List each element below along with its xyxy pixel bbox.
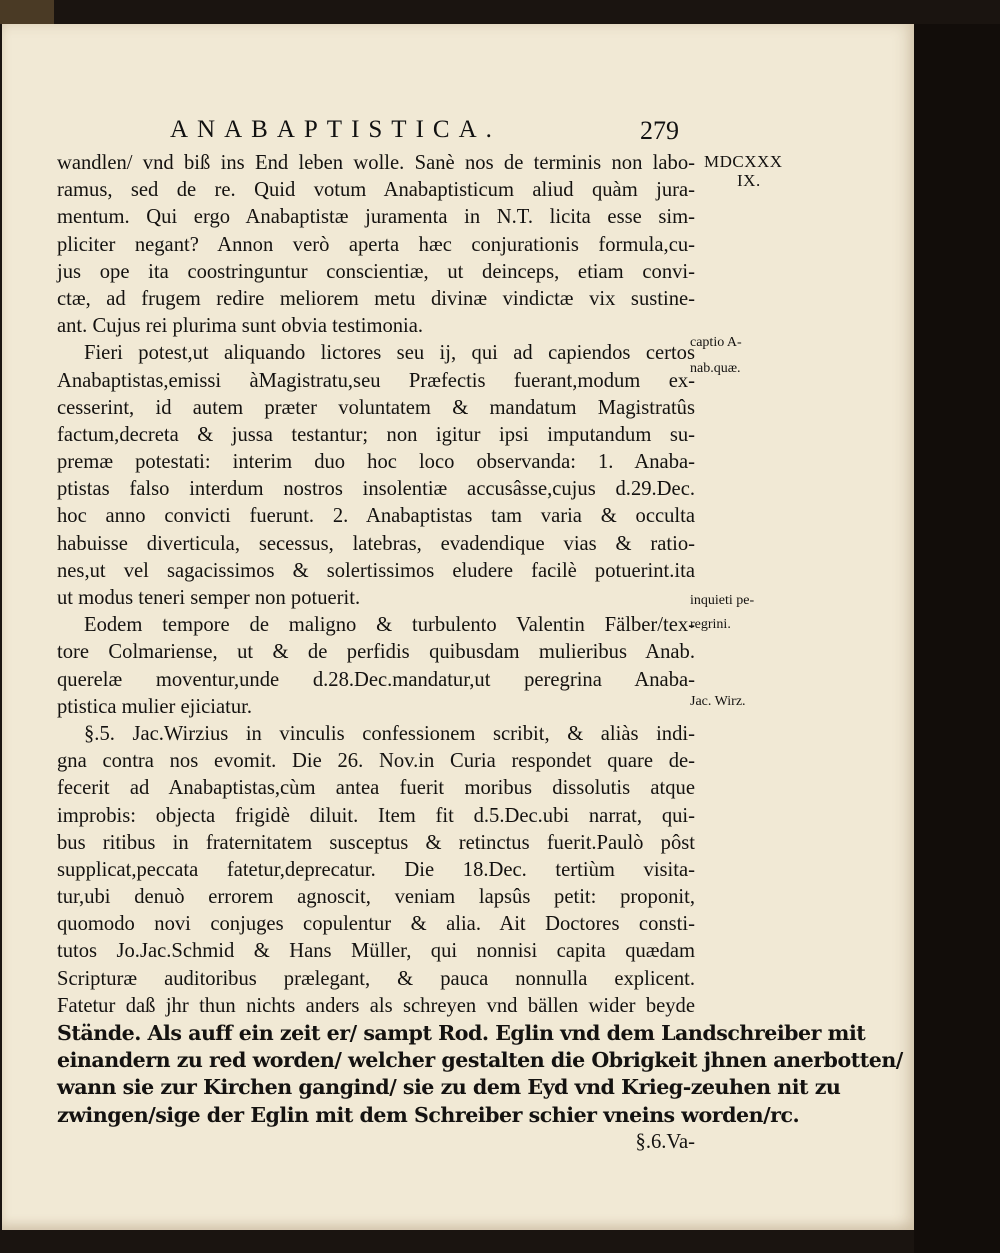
text-line: ptistica mulier ejiciatur.: [57, 695, 253, 718]
running-title: ANABAPTISTICA.: [170, 116, 501, 143]
margin-note-inquieti-line1: inquieti pe-: [690, 593, 755, 608]
text-line: habuisse diverticula, secessus, latebras, evadendique vias & ratio-: [57, 532, 695, 555]
text-line: wandlen/ vnd biß ins End leben wolle. Sanè nos de terminis non labo-: [57, 152, 695, 174]
margin-note-captio-line1: captio A-: [690, 335, 742, 350]
margin-year-line2: IX.: [737, 171, 761, 190]
text-line: tur,ubi denuò errorem agnoscit, veniam lapsûs petit: proponit,: [57, 886, 695, 909]
text-line: Eodem tempore de maligno & turbulento Valentin Fälber/tex-: [84, 614, 695, 637]
text-line: zwingen/sige der Eglin mit dem Schreiber schier vneins worden/rc.: [57, 1102, 800, 1127]
text-line: §.5. Jac.Wirzius in vinculis confessionem scribit, & aliàs indi-: [84, 722, 695, 745]
text-line: ramus, sed de re. Quid votum Anabaptisticum aliud quàm jura-: [57, 179, 695, 202]
text-line: Stände. Als auff ein zeit er/ sampt Rod. Eglin vnd dem Landschreiber mit: [57, 1021, 866, 1045]
page-edge-shadow: [0, 0, 54, 24]
text-line: mentum. Qui ergo Anabaptistæ juramenta in N.T. licita esse sim-: [57, 206, 695, 229]
page-number: 279: [640, 116, 679, 145]
text-line: supplicat,peccata fatetur,deprecatur. Die 18.Dec. tertiùm visita-: [57, 858, 695, 881]
text-line: cesserint, id autem præter voluntatem & mandatum Magistratûs: [57, 396, 695, 419]
text-line: improbis: objecta frigidè diluit. Item fit d.5.Dec.ubi narrat, qui-: [57, 804, 695, 827]
margin-note-inquieti-line2: regrini.: [690, 617, 731, 632]
text-line: ctæ, ad frugem redire meliorem metu divinæ vindictæ vix sustine-: [57, 287, 695, 310]
text-line: Anabaptistas,emissi àMagistratu,seu Præfectis fuerant,modum ex-: [57, 369, 695, 392]
text-line: Fatetur daß jhr thun nichts anders als schreyen vnd bällen wider beyde: [57, 994, 695, 1017]
margin-year-line1: MDCXXX: [704, 152, 783, 171]
text-line: pliciter negant? Annon verò aperta hæc conjurationis formula,cu-: [57, 233, 695, 256]
text-line: §.6.Va-: [635, 1130, 695, 1153]
text-line: jus ope ita coostringuntur conscientiæ, ut deinceps, etiam convi-: [57, 260, 695, 283]
text-line: Scripturæ auditoribus prælegant, & pauca nonnulla explicent.: [57, 967, 695, 990]
text-line: ptistas falso interdum nostros insolentiæ accusâsse,cujus d.29.Dec.: [57, 478, 695, 501]
text-line: factum,decreta & jussa testantur; non igitur ipsi imputandum su-: [57, 423, 695, 446]
text-line: gna contra nos evomit. Die 26. Nov.in Curia respondet quare de-: [57, 750, 695, 773]
text-line: quomodo novi conjuges copulentur & alia. Ait Doctores consti-: [57, 913, 695, 936]
text-line: Fieri potest,ut aliquando lictores seu ij, qui ad capiendos certos: [84, 342, 695, 365]
text-line: tutos Jo.Jac.Schmid & Hans Müller, qui nonnisi capita quædam: [57, 940, 695, 963]
text-line: bus ritibus in fraternitatem susceptus & retinctus fuerit.Paulò pôst: [57, 831, 695, 854]
margin-note-captio-line2: nab.quæ.: [690, 361, 741, 376]
margin-note-wirz: Jac. Wirz.: [690, 694, 746, 709]
text-line: premæ potestati: interim duo hoc loco observanda: 1. Anaba-: [57, 451, 695, 474]
text-line: nes,ut vel sagacissimos & solertissimos eludere facilè potuerint.ita: [57, 559, 695, 582]
text-line: tore Colmariense, ut & de perfidis quibusdam mulieribus Anab.: [57, 641, 695, 664]
text-line: einandern zu red worden/ welcher gestalten die Obrigkeit jhnen anerbotten/: [57, 1048, 903, 1073]
background-strip: [914, 24, 1000, 1253]
text-line: ut modus teneri semper non potuerit.: [57, 587, 361, 609]
text-line: ant. Cujus rei plurima sunt obvia testimonia.: [57, 315, 424, 338]
text-line: fecerit ad Anabaptistas,cùm antea fuerit moribus dissolutis atque: [57, 777, 695, 800]
text-line: hoc anno convicti fuerunt. 2. Anabaptistas tam varia & occulta: [57, 505, 695, 528]
text-line: querelæ moventur,unde d.28.Dec.mandatur,ut peregrina Anaba-: [57, 668, 695, 691]
text-line: wann sie zur Kirchen gangind/ sie zu dem Eyd vnd Krieg-zeuhen nit zu: [57, 1075, 841, 1100]
